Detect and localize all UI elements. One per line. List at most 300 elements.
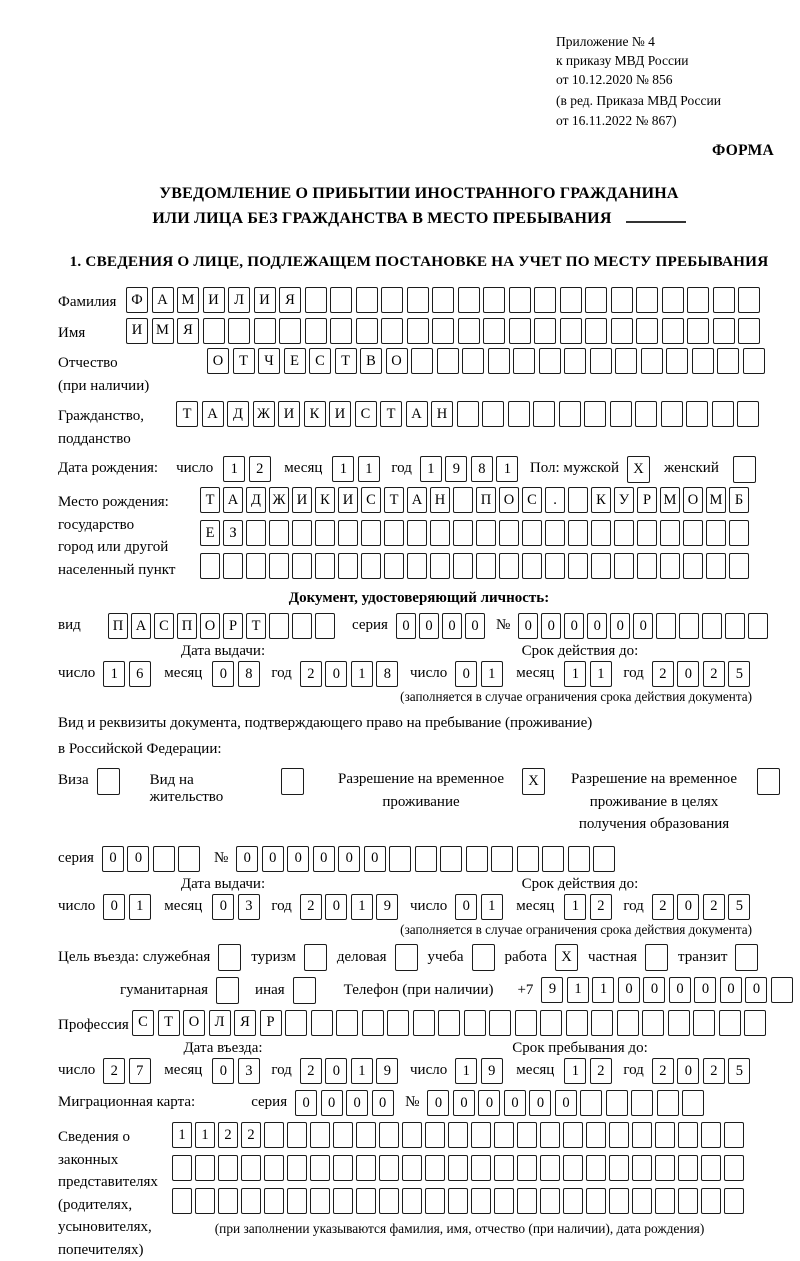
char-cell[interactable] (615, 348, 637, 374)
char-cell[interactable] (223, 553, 243, 579)
char-cell[interactable] (310, 1188, 330, 1214)
char-cell[interactable]: 0 (346, 1090, 368, 1116)
char-cell[interactable] (517, 1155, 537, 1181)
char-cell[interactable] (585, 287, 607, 313)
char-cell[interactable]: 1 (564, 1058, 586, 1084)
sex-male-checkbox[interactable] (627, 456, 650, 483)
char-cell[interactable] (379, 1122, 399, 1148)
char-cell[interactable] (333, 1188, 353, 1214)
char-cell[interactable] (425, 1188, 445, 1214)
char-cell[interactable] (701, 1155, 721, 1181)
char-cell[interactable]: Ф (126, 287, 148, 313)
valid-year-cells[interactable] (652, 661, 754, 687)
char-cell[interactable] (559, 401, 581, 427)
char-cell[interactable]: О (386, 348, 408, 374)
char-cell[interactable]: 9 (445, 456, 467, 482)
char-cell[interactable]: 1 (496, 456, 518, 482)
char-cell[interactable] (311, 1010, 333, 1036)
char-cell[interactable] (338, 520, 358, 546)
char-cell[interactable] (522, 553, 542, 579)
char-cell[interactable]: 0 (529, 1090, 551, 1116)
char-cell[interactable] (315, 613, 335, 639)
char-cell[interactable] (471, 1155, 491, 1181)
char-cell[interactable] (687, 287, 709, 313)
stay-year-cells[interactable] (652, 1058, 754, 1084)
char-cell[interactable] (724, 1155, 744, 1181)
char-cell[interactable] (218, 944, 241, 971)
char-cell[interactable] (153, 846, 175, 872)
residence-issue-year-cells[interactable] (300, 894, 402, 920)
char-cell[interactable] (564, 348, 586, 374)
char-cell[interactable] (356, 287, 378, 313)
char-cell[interactable] (678, 1188, 698, 1214)
char-cell[interactable]: И (338, 487, 358, 513)
char-cell[interactable] (310, 1122, 330, 1148)
char-cell[interactable]: 0 (504, 1090, 526, 1116)
char-cell[interactable] (686, 401, 708, 427)
char-cell[interactable]: М (660, 487, 680, 513)
char-cell[interactable] (361, 520, 381, 546)
char-cell[interactable] (333, 1155, 353, 1181)
char-cell[interactable] (661, 401, 683, 427)
char-cell[interactable] (453, 553, 473, 579)
char-cell[interactable]: 1 (481, 661, 503, 687)
char-cell[interactable] (471, 1188, 491, 1214)
char-cell[interactable]: 0 (321, 1090, 343, 1116)
char-cell[interactable]: Ж (269, 487, 289, 513)
char-cell[interactable] (402, 1155, 422, 1181)
char-cell[interactable] (568, 553, 588, 579)
char-cell[interactable] (656, 613, 676, 639)
char-cell[interactable] (440, 846, 462, 872)
char-cell[interactable] (545, 553, 565, 579)
char-cell[interactable]: 0 (325, 894, 347, 920)
char-cell[interactable] (637, 520, 657, 546)
char-cell[interactable] (466, 846, 488, 872)
char-cell[interactable] (218, 1188, 238, 1214)
char-cell[interactable] (660, 520, 680, 546)
birthplace-row2-cells[interactable] (200, 520, 752, 546)
char-cell[interactable]: 0 (372, 1090, 394, 1116)
char-cell[interactable]: У (614, 487, 634, 513)
char-cell[interactable]: 0 (103, 894, 125, 920)
char-cell[interactable] (706, 553, 726, 579)
temp-residence-checkbox[interactable] (522, 768, 545, 795)
char-cell[interactable] (402, 1122, 422, 1148)
char-cell[interactable]: 1 (103, 661, 125, 687)
char-cell[interactable]: 1 (358, 456, 380, 482)
char-cell[interactable]: 6 (129, 661, 151, 687)
char-cell[interactable]: 0 (338, 846, 360, 872)
char-cell[interactable] (632, 1188, 652, 1214)
char-cell[interactable] (269, 553, 289, 579)
char-cell[interactable] (733, 456, 756, 483)
char-cell[interactable] (292, 520, 312, 546)
char-cell[interactable] (499, 520, 519, 546)
char-cell[interactable]: Д (246, 487, 266, 513)
purpose-work-checkbox[interactable] (555, 944, 578, 971)
char-cell[interactable] (713, 318, 735, 344)
purpose-business-checkbox[interactable] (395, 944, 418, 971)
char-cell[interactable] (407, 318, 429, 344)
char-cell[interactable]: 0 (677, 1058, 699, 1084)
char-cell[interactable]: О (207, 348, 229, 374)
char-cell[interactable]: Л (228, 287, 250, 313)
char-cell[interactable]: 0 (442, 613, 462, 639)
char-cell[interactable] (660, 553, 680, 579)
residence-series-cells[interactable] (102, 846, 204, 872)
char-cell[interactable]: Т (384, 487, 404, 513)
char-cell[interactable] (662, 287, 684, 313)
char-cell[interactable] (292, 553, 312, 579)
char-cell[interactable]: 9 (376, 894, 398, 920)
char-cell[interactable] (448, 1155, 468, 1181)
char-cell[interactable] (636, 318, 658, 344)
residence-valid-year-cells[interactable] (652, 894, 754, 920)
char-cell[interactable]: 2 (103, 1058, 125, 1084)
char-cell[interactable] (678, 1122, 698, 1148)
char-cell[interactable]: А (406, 401, 428, 427)
char-cell[interactable]: 0 (465, 613, 485, 639)
char-cell[interactable] (712, 401, 734, 427)
char-cell[interactable]: А (131, 613, 151, 639)
char-cell[interactable]: 0 (610, 613, 630, 639)
char-cell[interactable]: 0 (127, 846, 149, 872)
char-cell[interactable]: Т (200, 487, 220, 513)
char-cell[interactable] (748, 613, 768, 639)
char-cell[interactable]: И (203, 287, 225, 313)
char-cell[interactable]: 2 (249, 456, 271, 482)
char-cell[interactable]: 5 (728, 894, 750, 920)
char-cell[interactable]: X (627, 456, 650, 483)
char-cell[interactable]: 0 (364, 846, 386, 872)
char-cell[interactable] (269, 520, 289, 546)
char-cell[interactable]: С (309, 348, 331, 374)
char-cell[interactable] (315, 520, 335, 546)
char-cell[interactable]: 0 (694, 977, 716, 1003)
entry-month-cells[interactable] (212, 1058, 263, 1084)
purpose-humanitarian-checkbox[interactable] (216, 977, 239, 1004)
citizenship-cells[interactable] (176, 401, 763, 427)
char-cell[interactable] (662, 318, 684, 344)
char-cell[interactable] (494, 1188, 514, 1214)
char-cell[interactable]: 1 (567, 977, 589, 1003)
char-cell[interactable] (566, 1010, 588, 1036)
birth-year-cells[interactable] (420, 456, 522, 482)
char-cell[interactable] (737, 401, 759, 427)
char-cell[interactable] (172, 1188, 192, 1214)
char-cell[interactable]: 7 (129, 1058, 151, 1084)
char-cell[interactable] (362, 1010, 384, 1036)
char-cell[interactable] (379, 1155, 399, 1181)
migration-series-cells[interactable] (295, 1090, 397, 1116)
char-cell[interactable]: 0 (396, 613, 416, 639)
char-cell[interactable] (632, 1122, 652, 1148)
char-cell[interactable]: 2 (703, 1058, 725, 1084)
char-cell[interactable]: С (361, 487, 381, 513)
char-cell[interactable] (304, 944, 327, 971)
char-cell[interactable]: 1 (195, 1122, 215, 1148)
char-cell[interactable]: 3 (238, 1058, 260, 1084)
char-cell[interactable]: 0 (677, 661, 699, 687)
issue-month-cells[interactable] (212, 661, 263, 687)
char-cell[interactable] (228, 318, 250, 344)
birth-day-cells[interactable] (223, 456, 274, 482)
char-cell[interactable]: 2 (652, 894, 674, 920)
char-cell[interactable] (668, 1010, 690, 1036)
char-cell[interactable]: Т (158, 1010, 180, 1036)
char-cell[interactable] (381, 287, 403, 313)
char-cell[interactable] (356, 1188, 376, 1214)
char-cell[interactable]: 2 (300, 894, 322, 920)
char-cell[interactable]: М (152, 318, 174, 344)
char-cell[interactable] (584, 401, 606, 427)
char-cell[interactable]: 0 (325, 1058, 347, 1084)
char-cell[interactable] (614, 553, 634, 579)
char-cell[interactable] (432, 287, 454, 313)
char-cell[interactable] (701, 1122, 721, 1148)
char-cell[interactable] (706, 520, 726, 546)
char-cell[interactable]: 1 (129, 894, 151, 920)
char-cell[interactable] (593, 846, 615, 872)
char-cell[interactable] (216, 977, 239, 1004)
char-cell[interactable]: 9 (541, 977, 563, 1003)
char-cell[interactable]: П (177, 613, 197, 639)
residence-issue-day-cells[interactable] (103, 894, 154, 920)
char-cell[interactable] (462, 348, 484, 374)
char-cell[interactable] (631, 1090, 653, 1116)
char-cell[interactable] (522, 520, 542, 546)
char-cell[interactable] (195, 1155, 215, 1181)
char-cell[interactable]: Б (729, 487, 749, 513)
char-cell[interactable]: 1 (564, 661, 586, 687)
char-cell[interactable]: 8 (471, 456, 493, 482)
char-cell[interactable]: С (522, 487, 542, 513)
char-cell[interactable] (655, 1155, 675, 1181)
char-cell[interactable]: 1 (351, 1058, 373, 1084)
char-cell[interactable] (407, 287, 429, 313)
char-cell[interactable] (430, 520, 450, 546)
char-cell[interactable]: Т (380, 401, 402, 427)
char-cell[interactable] (560, 287, 582, 313)
char-cell[interactable]: Д (227, 401, 249, 427)
char-cell[interactable]: 9 (376, 1058, 398, 1084)
char-cell[interactable] (517, 1122, 537, 1148)
char-cell[interactable] (580, 1090, 602, 1116)
char-cell[interactable] (437, 348, 459, 374)
char-cell[interactable] (494, 1122, 514, 1148)
char-cell[interactable] (586, 1188, 606, 1214)
char-cell[interactable] (482, 401, 504, 427)
entry-year-cells[interactable] (300, 1058, 402, 1084)
char-cell[interactable] (381, 318, 403, 344)
sex-female-checkbox[interactable] (733, 456, 756, 483)
doc-kind-cells[interactable] (108, 613, 338, 639)
char-cell[interactable] (203, 318, 225, 344)
char-cell[interactable]: 1 (592, 977, 614, 1003)
char-cell[interactable]: О (499, 487, 519, 513)
char-cell[interactable]: Р (223, 613, 243, 639)
char-cell[interactable] (642, 1010, 664, 1036)
stay-month-cells[interactable] (564, 1058, 615, 1084)
char-cell[interactable]: 0 (455, 894, 477, 920)
char-cell[interactable] (568, 846, 590, 872)
char-cell[interactable] (591, 553, 611, 579)
residence-issue-month-cells[interactable] (212, 894, 263, 920)
char-cell[interactable]: . (545, 487, 565, 513)
birthplace-row3-cells[interactable] (200, 553, 752, 579)
char-cell[interactable]: 0 (518, 613, 538, 639)
purpose-other-checkbox[interactable] (293, 977, 316, 1004)
char-cell[interactable]: 0 (478, 1090, 500, 1116)
char-cell[interactable]: И (254, 287, 276, 313)
stay-day-cells[interactable] (455, 1058, 506, 1084)
char-cell[interactable]: 0 (427, 1090, 449, 1116)
char-cell[interactable] (218, 1155, 238, 1181)
char-cell[interactable]: 1 (481, 894, 503, 920)
char-cell[interactable] (657, 1090, 679, 1116)
surname-cells[interactable] (126, 287, 764, 313)
char-cell[interactable] (453, 487, 473, 513)
char-cell[interactable] (448, 1188, 468, 1214)
char-cell[interactable]: А (152, 287, 174, 313)
char-cell[interactable]: О (200, 613, 220, 639)
char-cell[interactable]: 0 (455, 661, 477, 687)
valid-month-cells[interactable] (564, 661, 615, 687)
char-cell[interactable] (499, 553, 519, 579)
char-cell[interactable]: И (126, 318, 148, 344)
char-cell[interactable]: А (223, 487, 243, 513)
char-cell[interactable] (591, 520, 611, 546)
char-cell[interactable] (533, 401, 555, 427)
char-cell[interactable] (568, 487, 588, 513)
char-cell[interactable]: Л (209, 1010, 231, 1036)
char-cell[interactable] (645, 944, 668, 971)
char-cell[interactable] (636, 287, 658, 313)
char-cell[interactable] (540, 1010, 562, 1036)
char-cell[interactable] (281, 768, 304, 795)
char-cell[interactable]: 5 (728, 1058, 750, 1084)
char-cell[interactable]: 0 (618, 977, 640, 1003)
char-cell[interactable]: 0 (419, 613, 439, 639)
char-cell[interactable] (338, 553, 358, 579)
char-cell[interactable] (483, 318, 505, 344)
char-cell[interactable] (200, 553, 220, 579)
char-cell[interactable] (379, 1188, 399, 1214)
patronymic-cells[interactable] (207, 348, 768, 374)
char-cell[interactable]: 0 (745, 977, 767, 1003)
char-cell[interactable]: 2 (652, 1058, 674, 1084)
char-cell[interactable] (293, 977, 316, 1004)
char-cell[interactable]: X (522, 768, 545, 795)
char-cell[interactable] (534, 318, 556, 344)
char-cell[interactable] (407, 520, 427, 546)
char-cell[interactable] (494, 1155, 514, 1181)
char-cell[interactable]: 2 (300, 661, 322, 687)
char-cell[interactable]: 2 (218, 1122, 238, 1148)
char-cell[interactable] (744, 1010, 766, 1036)
char-cell[interactable]: 2 (652, 661, 674, 687)
char-cell[interactable] (655, 1188, 675, 1214)
char-cell[interactable]: З (223, 520, 243, 546)
char-cell[interactable] (617, 1010, 639, 1036)
char-cell[interactable]: 1 (332, 456, 354, 482)
char-cell[interactable]: 0 (102, 846, 124, 872)
char-cell[interactable] (264, 1188, 284, 1214)
char-cell[interactable] (246, 520, 266, 546)
char-cell[interactable] (384, 520, 404, 546)
representatives-row1-cells[interactable] (172, 1122, 747, 1148)
char-cell[interactable] (637, 553, 657, 579)
char-cell[interactable]: 0 (287, 846, 309, 872)
char-cell[interactable]: 0 (720, 977, 742, 1003)
char-cell[interactable] (432, 318, 454, 344)
char-cell[interactable] (315, 553, 335, 579)
char-cell[interactable] (635, 401, 657, 427)
char-cell[interactable] (771, 977, 793, 1003)
char-cell[interactable] (683, 553, 703, 579)
char-cell[interactable] (333, 1122, 353, 1148)
char-cell[interactable]: X (555, 944, 578, 971)
char-cell[interactable] (738, 318, 760, 344)
char-cell[interactable]: 2 (300, 1058, 322, 1084)
char-cell[interactable] (611, 287, 633, 313)
char-cell[interactable] (241, 1188, 261, 1214)
char-cell[interactable] (407, 553, 427, 579)
char-cell[interactable]: 1 (590, 661, 612, 687)
char-cell[interactable] (430, 553, 450, 579)
char-cell[interactable]: 0 (643, 977, 665, 1003)
char-cell[interactable] (641, 348, 663, 374)
char-cell[interactable]: 0 (564, 613, 584, 639)
profession-cells[interactable] (132, 1010, 770, 1036)
residence-permit-checkbox[interactable] (281, 768, 304, 795)
char-cell[interactable] (611, 318, 633, 344)
char-cell[interactable] (702, 613, 722, 639)
char-cell[interactable]: Е (284, 348, 306, 374)
char-cell[interactable]: М (177, 287, 199, 313)
char-cell[interactable] (97, 768, 120, 795)
char-cell[interactable]: Т (246, 613, 266, 639)
char-cell[interactable] (305, 318, 327, 344)
char-cell[interactable]: 0 (453, 1090, 475, 1116)
char-cell[interactable] (717, 348, 739, 374)
valid-day-cells[interactable] (455, 661, 506, 687)
char-cell[interactable] (540, 1188, 560, 1214)
purpose-transit-checkbox[interactable] (735, 944, 758, 971)
char-cell[interactable]: Т (233, 348, 255, 374)
char-cell[interactable] (453, 520, 473, 546)
char-cell[interactable]: 1 (223, 456, 245, 482)
char-cell[interactable] (735, 944, 758, 971)
char-cell[interactable] (725, 613, 745, 639)
char-cell[interactable]: 8 (238, 661, 260, 687)
char-cell[interactable]: О (683, 487, 703, 513)
char-cell[interactable]: Т (335, 348, 357, 374)
char-cell[interactable]: 0 (633, 613, 653, 639)
char-cell[interactable]: 2 (241, 1122, 261, 1148)
char-cell[interactable]: Я (279, 287, 301, 313)
char-cell[interactable] (679, 613, 699, 639)
char-cell[interactable] (713, 287, 735, 313)
char-cell[interactable] (356, 318, 378, 344)
char-cell[interactable] (254, 318, 276, 344)
char-cell[interactable]: 0 (313, 846, 335, 872)
char-cell[interactable]: 2 (590, 1058, 612, 1084)
char-cell[interactable]: Ж (253, 401, 275, 427)
char-cell[interactable]: И (278, 401, 300, 427)
char-cell[interactable] (488, 348, 510, 374)
